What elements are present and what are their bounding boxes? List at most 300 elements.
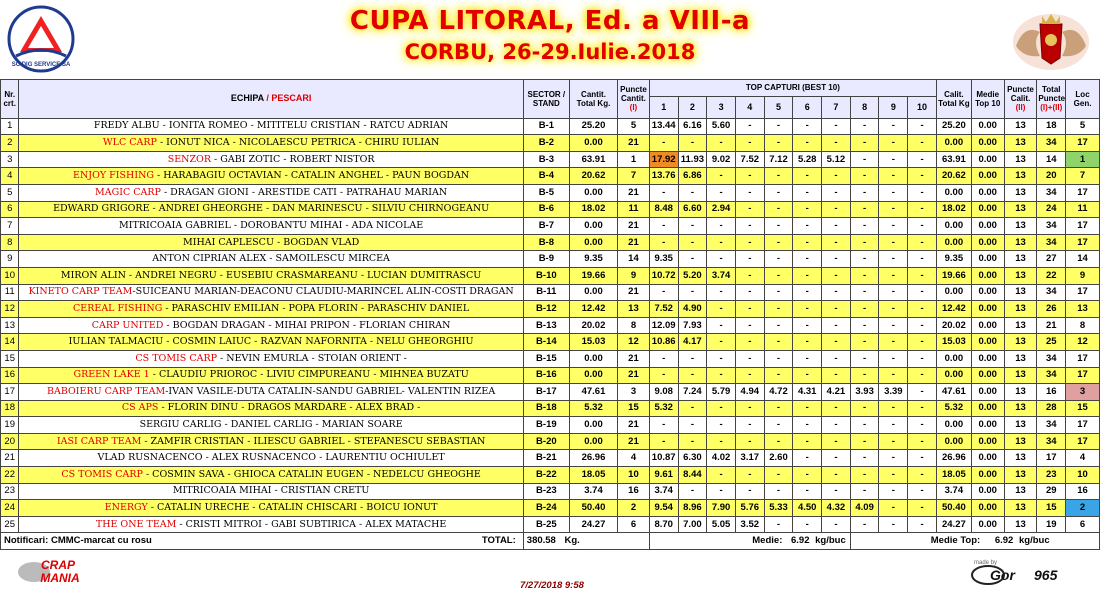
row-pts-qty: 12 (618, 334, 650, 351)
row-capture-3: 5.79 (707, 384, 736, 401)
team-members: MIRON ALIN - ANDREI NEGRU - EUSEBIU CRASMAREANU - LUCIAN DUMITRASCU (60, 269, 482, 281)
row-capture-4: - (735, 350, 764, 367)
row-capture-2: - (678, 400, 707, 417)
team-members: - HARABAGIU OCTAVIAN - CATALIN ANGHEL - PAUN BOGDAN (153, 170, 470, 182)
table-row (1, 483, 1100, 500)
table-row (1, 334, 1100, 351)
total-label: TOTAL: (481, 535, 516, 547)
row-loc: 17 (1066, 367, 1100, 384)
row-calit: 0.00 (936, 135, 971, 152)
row-capture-7: - (822, 284, 851, 301)
row-qty: 26.96 (569, 450, 617, 467)
row-stand: B-14 (523, 334, 569, 351)
row-capture-2: 4.17 (678, 334, 707, 351)
row-team (19, 384, 523, 401)
row-nr: 8 (1, 234, 19, 251)
team-members: EDWARD GRIGORE - ANDREI GHEORGHE - DAN MARINESCU - SILVIU CHIRNOGEANU (53, 203, 490, 215)
row-capture-8: 3.93 (850, 384, 879, 401)
row-capture-3: - (707, 417, 736, 434)
row-total-pts: 21 (1037, 317, 1066, 334)
col-top-7-header: 7 (822, 96, 851, 118)
row-capture-5: - (764, 201, 793, 218)
team-club: KINETO CARP TEAM (28, 286, 133, 298)
row-capture-9: - (879, 467, 908, 484)
row-team (19, 467, 523, 484)
row-capture-1: - (649, 284, 678, 301)
row-stand: B-1 (523, 118, 569, 135)
row-capture-3: - (707, 400, 736, 417)
row-medie: 0.00 (971, 500, 1004, 517)
row-team (19, 184, 523, 201)
row-calit: 15.03 (936, 334, 971, 351)
col-sector-header: SECTOR / STAND (523, 80, 569, 119)
row-capture-5: - (764, 350, 793, 367)
row-calit: 0.00 (936, 417, 971, 434)
row-pts-calit: 13 (1004, 184, 1037, 201)
row-capture-7: - (822, 168, 851, 185)
row-capture-9: - (879, 251, 908, 268)
row-team (19, 151, 523, 168)
row-qty: 18.05 (569, 467, 617, 484)
row-capture-10: - (908, 251, 937, 268)
row-total-pts: 19 (1037, 516, 1066, 533)
row-total-pts: 34 (1037, 417, 1066, 434)
team-members: FREDY ALBU - IONITA ROMEO - MITITELU CRISTIAN - RATCU ADRIAN (93, 120, 449, 132)
row-capture-6: - (793, 118, 822, 135)
row-total-pts: 25 (1037, 334, 1066, 351)
row-capture-1: 10.86 (649, 334, 678, 351)
row-capture-5: - (764, 118, 793, 135)
row-capture-5: - (764, 433, 793, 450)
row-calit: 0.00 (936, 234, 971, 251)
row-capture-7: - (822, 400, 851, 417)
row-capture-10: - (908, 284, 937, 301)
row-capture-1: 8.70 (649, 516, 678, 533)
row-capture-10: - (908, 483, 937, 500)
row-calit: 25.20 (936, 118, 971, 135)
row-capture-10: - (908, 234, 937, 251)
gor-made-by: made by (974, 560, 998, 566)
row-loc: 4 (1066, 450, 1100, 467)
row-nr: 9 (1, 251, 19, 268)
row-capture-3: 5.05 (707, 516, 736, 533)
row-capture-3: - (707, 218, 736, 235)
svg-text:CRAP: CRAP (40, 558, 76, 572)
row-medie: 0.00 (971, 184, 1004, 201)
row-capture-4: 5.76 (735, 500, 764, 517)
row-pts-calit: 13 (1004, 135, 1037, 152)
page-subtitle: CORBU, 26-29.Iulie.2018 (404, 40, 696, 64)
row-capture-8: 4.09 (850, 500, 879, 517)
col-total-pts-sub: (I)+(II) (1040, 103, 1063, 113)
row-capture-7: - (822, 417, 851, 434)
row-nr: 3 (1, 151, 19, 168)
medie-unit: kg/buc (815, 535, 846, 547)
row-capture-4: 4.94 (735, 384, 764, 401)
row-stand: B-17 (523, 384, 569, 401)
row-capture-3: 5.60 (707, 118, 736, 135)
row-nr: 6 (1, 201, 19, 218)
col-total-pts-label: Total Puncte (1038, 85, 1066, 104)
row-capture-8: - (850, 201, 879, 218)
row-pts-calit: 13 (1004, 151, 1037, 168)
row-medie: 0.00 (971, 367, 1004, 384)
row-capture-1: 7.52 (649, 301, 678, 318)
row-capture-8: - (850, 251, 879, 268)
row-medie: 0.00 (971, 218, 1004, 235)
row-capture-4: 3.52 (735, 516, 764, 533)
team-club: CS APS (121, 402, 159, 414)
row-capture-5: - (764, 334, 793, 351)
row-qty: 0.00 (569, 135, 617, 152)
row-pts-calit: 13 (1004, 400, 1037, 417)
row-capture-6: - (793, 417, 822, 434)
team-club: SENZOR (167, 153, 212, 165)
row-capture-5: 7.12 (764, 151, 793, 168)
row-capture-2: 6.86 (678, 168, 707, 185)
row-pts-qty: 1 (618, 151, 650, 168)
row-capture-4: - (735, 317, 764, 334)
row-capture-3: 7.90 (707, 500, 736, 517)
row-pts-qty: 15 (618, 400, 650, 417)
row-pts-qty: 2 (618, 500, 650, 517)
row-stand: B-6 (523, 201, 569, 218)
row-capture-1: 13.76 (649, 168, 678, 185)
row-capture-10: - (908, 367, 937, 384)
row-qty: 20.02 (569, 317, 617, 334)
row-capture-5: - (764, 168, 793, 185)
row-capture-10: - (908, 450, 937, 467)
row-medie: 0.00 (971, 151, 1004, 168)
team-club: MAGIC CARP (95, 186, 161, 198)
row-capture-7: - (822, 267, 851, 284)
row-capture-9: - (879, 500, 908, 517)
row-capture-4: - (735, 334, 764, 351)
row-loc: 9 (1066, 267, 1100, 284)
row-loc: 17 (1066, 350, 1100, 367)
row-capture-8: - (850, 151, 879, 168)
col-pts-calit-header (1004, 80, 1037, 119)
row-capture-9: - (879, 400, 908, 417)
col-calit-header: Calit. Total Kg (936, 80, 971, 119)
row-total-pts: 18 (1037, 118, 1066, 135)
row-pts-calit: 13 (1004, 350, 1037, 367)
table-row (1, 301, 1100, 318)
row-capture-2: - (678, 218, 707, 235)
row-capture-10: - (908, 118, 937, 135)
row-capture-4: - (735, 301, 764, 318)
row-capture-6: - (793, 483, 822, 500)
row-team (19, 367, 523, 384)
row-total-pts: 14 (1037, 151, 1066, 168)
row-capture-8: - (850, 334, 879, 351)
medie-label: Medie: (752, 535, 783, 547)
row-capture-10: - (908, 184, 937, 201)
row-capture-1: 9.61 (649, 467, 678, 484)
row-capture-4: - (735, 367, 764, 384)
row-capture-4: - (735, 417, 764, 434)
table-row (1, 500, 1100, 517)
row-capture-5: - (764, 218, 793, 235)
row-medie: 0.00 (971, 450, 1004, 467)
row-capture-6: 5.28 (793, 151, 822, 168)
row-qty: 63.91 (569, 151, 617, 168)
row-team (19, 135, 523, 152)
medie-top-unit: kg/buc (1018, 535, 1050, 547)
row-capture-10: - (908, 135, 937, 152)
row-pts-qty: 21 (618, 184, 650, 201)
team-members: - FLORIN DINU - DRAGOS MARDARE - ALEX BRAD - (158, 402, 421, 414)
row-total-pts: 15 (1037, 500, 1066, 517)
page-header (0, 0, 1100, 78)
row-capture-6: - (793, 218, 822, 235)
row-pts-calit: 13 (1004, 433, 1037, 450)
row-capture-3: 3.74 (707, 267, 736, 284)
row-capture-9: - (879, 433, 908, 450)
row-nr: 22 (1, 467, 19, 484)
row-capture-1: - (649, 367, 678, 384)
row-loc: 1 (1066, 151, 1100, 168)
row-team (19, 251, 523, 268)
medie-top-label: Medie Top: (930, 535, 981, 547)
row-capture-7: - (822, 483, 851, 500)
row-capture-1: 9.35 (649, 251, 678, 268)
team-members: - BOGDAN DRAGAN - MIHAI PRIPON - FLORIAN CHIRAN (163, 319, 451, 331)
row-capture-9: - (879, 184, 908, 201)
row-qty: 0.00 (569, 284, 617, 301)
row-pts-qty: 21 (618, 135, 650, 152)
row-capture-8: - (850, 400, 879, 417)
row-capture-6: - (793, 334, 822, 351)
row-capture-9: - (879, 350, 908, 367)
svg-text:965: 965 (1034, 567, 1058, 583)
row-nr: 7 (1, 218, 19, 235)
row-nr: 2 (1, 135, 19, 152)
row-capture-2: 4.90 (678, 301, 707, 318)
table-row (1, 267, 1100, 284)
row-pts-calit: 13 (1004, 516, 1037, 533)
row-nr: 17 (1, 384, 19, 401)
row-capture-4: - (735, 251, 764, 268)
row-capture-2: 5.20 (678, 267, 707, 284)
row-qty: 5.32 (569, 400, 617, 417)
row-capture-3: - (707, 135, 736, 152)
row-medie: 0.00 (971, 267, 1004, 284)
row-stand: B-9 (523, 251, 569, 268)
row-pts-calit: 13 (1004, 367, 1037, 384)
row-capture-5: - (764, 301, 793, 318)
row-capture-1: - (649, 184, 678, 201)
row-capture-9: - (879, 317, 908, 334)
col-total-pts-header (1037, 80, 1066, 119)
row-total-pts: 34 (1037, 218, 1066, 235)
row-capture-1: - (649, 135, 678, 152)
row-capture-10: - (908, 168, 937, 185)
row-medie: 0.00 (971, 251, 1004, 268)
row-nr: 14 (1, 334, 19, 351)
row-capture-8: - (850, 168, 879, 185)
row-team (19, 334, 523, 351)
row-capture-4: - (735, 118, 764, 135)
row-qty: 12.42 (569, 301, 617, 318)
row-nr: 10 (1, 267, 19, 284)
row-capture-10: - (908, 516, 937, 533)
col-top-8-header: 8 (850, 96, 879, 118)
row-calit: 20.62 (936, 168, 971, 185)
row-pts-calit: 13 (1004, 467, 1037, 484)
row-total-pts: 34 (1037, 135, 1066, 152)
row-capture-6: - (793, 201, 822, 218)
row-loc: 14 (1066, 251, 1100, 268)
row-medie: 0.00 (971, 516, 1004, 533)
row-capture-8: - (850, 417, 879, 434)
gor-965-logo (968, 556, 1086, 586)
row-capture-9: - (879, 417, 908, 434)
col-nr-header: Nr. crt. (1, 80, 19, 119)
row-pts-calit: 13 (1004, 267, 1037, 284)
row-loc: 3 (1066, 384, 1100, 401)
medie-top-value: 6.92 (994, 535, 1014, 547)
row-capture-5: - (764, 251, 793, 268)
row-capture-7: - (822, 301, 851, 318)
row-calit: 26.96 (936, 450, 971, 467)
row-capture-5: - (764, 135, 793, 152)
row-capture-7: - (822, 118, 851, 135)
row-calit: 0.00 (936, 433, 971, 450)
row-capture-2: 7.24 (678, 384, 707, 401)
row-capture-1: 3.74 (649, 483, 678, 500)
row-total-pts: 20 (1037, 168, 1066, 185)
row-team (19, 301, 523, 318)
row-loc: 13 (1066, 301, 1100, 318)
row-capture-10: - (908, 433, 937, 450)
crest-logo (1010, 2, 1092, 76)
col-top-10-header: 10 (908, 96, 937, 118)
page-footer (0, 548, 1100, 592)
row-capture-5: - (764, 417, 793, 434)
row-capture-6: 4.50 (793, 500, 822, 517)
row-total-pts: 22 (1037, 267, 1066, 284)
row-capture-3: 2.94 (707, 201, 736, 218)
table-row (1, 135, 1100, 152)
row-calit: 63.91 (936, 151, 971, 168)
table-row (1, 201, 1100, 218)
row-team (19, 118, 523, 135)
row-capture-9: - (879, 516, 908, 533)
row-capture-2: - (678, 350, 707, 367)
row-capture-10: - (908, 350, 937, 367)
row-capture-8: - (850, 234, 879, 251)
row-capture-8: - (850, 450, 879, 467)
medie-value: 6.92 (791, 535, 810, 547)
row-pts-qty: 21 (618, 433, 650, 450)
row-capture-10: - (908, 301, 937, 318)
row-team (19, 433, 523, 450)
col-pts-calit-sub: (II) (1015, 103, 1026, 113)
row-capture-3: - (707, 467, 736, 484)
row-capture-3: 9.02 (707, 151, 736, 168)
row-capture-3: - (707, 367, 736, 384)
row-capture-6: - (793, 317, 822, 334)
row-pts-qty: 21 (618, 350, 650, 367)
col-top-4-header: 4 (735, 96, 764, 118)
col-top-9-header: 9 (879, 96, 908, 118)
team-members: - DRAGAN GIONI - ARESTIDE CATI - PATRAHAU MARIAN (160, 186, 448, 198)
team-members: MITRICOAIA GABRIEL - DOROBANTU MIHAI - ADA NICOLAE (119, 219, 424, 231)
row-capture-4: - (735, 184, 764, 201)
row-capture-2: 6.60 (678, 201, 707, 218)
row-calit: 0.00 (936, 284, 971, 301)
row-capture-6: - (793, 135, 822, 152)
row-capture-5: - (764, 400, 793, 417)
row-capture-6: - (793, 251, 822, 268)
row-capture-2: 6.30 (678, 450, 707, 467)
row-pts-calit: 13 (1004, 417, 1037, 434)
team-members: - IONUT NICA - NICOLAESCU PETRICA - CHIRU IULIAN (156, 136, 440, 148)
row-stand: B-12 (523, 301, 569, 318)
row-capture-8: - (850, 135, 879, 152)
row-capture-6: - (793, 433, 822, 450)
row-capture-7: - (822, 184, 851, 201)
table-row (1, 367, 1100, 384)
row-capture-6: - (793, 400, 822, 417)
row-total-pts: 17 (1037, 450, 1066, 467)
col-top-6-header: 6 (793, 96, 822, 118)
col-team-label-red: / PESCARI (263, 93, 312, 104)
row-capture-7: 4.21 (822, 384, 851, 401)
row-nr: 5 (1, 184, 19, 201)
row-capture-6: - (793, 184, 822, 201)
row-loc: 17 (1066, 433, 1100, 450)
row-capture-10: - (908, 334, 937, 351)
row-loc: 16 (1066, 483, 1100, 500)
row-qty: 50.40 (569, 500, 617, 517)
row-capture-4: - (735, 267, 764, 284)
row-pts-calit: 13 (1004, 334, 1037, 351)
row-pts-calit: 13 (1004, 168, 1037, 185)
table-row (1, 168, 1100, 185)
row-capture-4: - (735, 400, 764, 417)
row-pts-qty: 7 (618, 168, 650, 185)
row-medie: 0.00 (971, 350, 1004, 367)
row-capture-9: - (879, 301, 908, 318)
team-club: CS TOMIS CARP (135, 352, 218, 364)
row-capture-9: - (879, 367, 908, 384)
row-loc: 17 (1066, 284, 1100, 301)
row-qty: 25.20 (569, 118, 617, 135)
row-capture-6: - (793, 301, 822, 318)
row-capture-3: - (707, 350, 736, 367)
row-capture-6: - (793, 350, 822, 367)
row-nr: 11 (1, 284, 19, 301)
row-pts-calit: 13 (1004, 301, 1037, 318)
row-calit: 0.00 (936, 350, 971, 367)
row-capture-8: - (850, 301, 879, 318)
row-capture-5: - (764, 467, 793, 484)
row-capture-8: - (850, 118, 879, 135)
row-team (19, 500, 523, 517)
row-nr: 15 (1, 350, 19, 367)
row-capture-4: - (735, 234, 764, 251)
row-capture-3: - (707, 301, 736, 318)
row-capture-9: - (879, 118, 908, 135)
svg-text:Gor: Gor (990, 567, 1015, 583)
row-medie: 0.00 (971, 400, 1004, 417)
row-capture-7: - (822, 367, 851, 384)
row-medie: 0.00 (971, 384, 1004, 401)
col-medie-header: Medie Top 10 (971, 80, 1004, 119)
row-pts-qty: 10 (618, 467, 650, 484)
